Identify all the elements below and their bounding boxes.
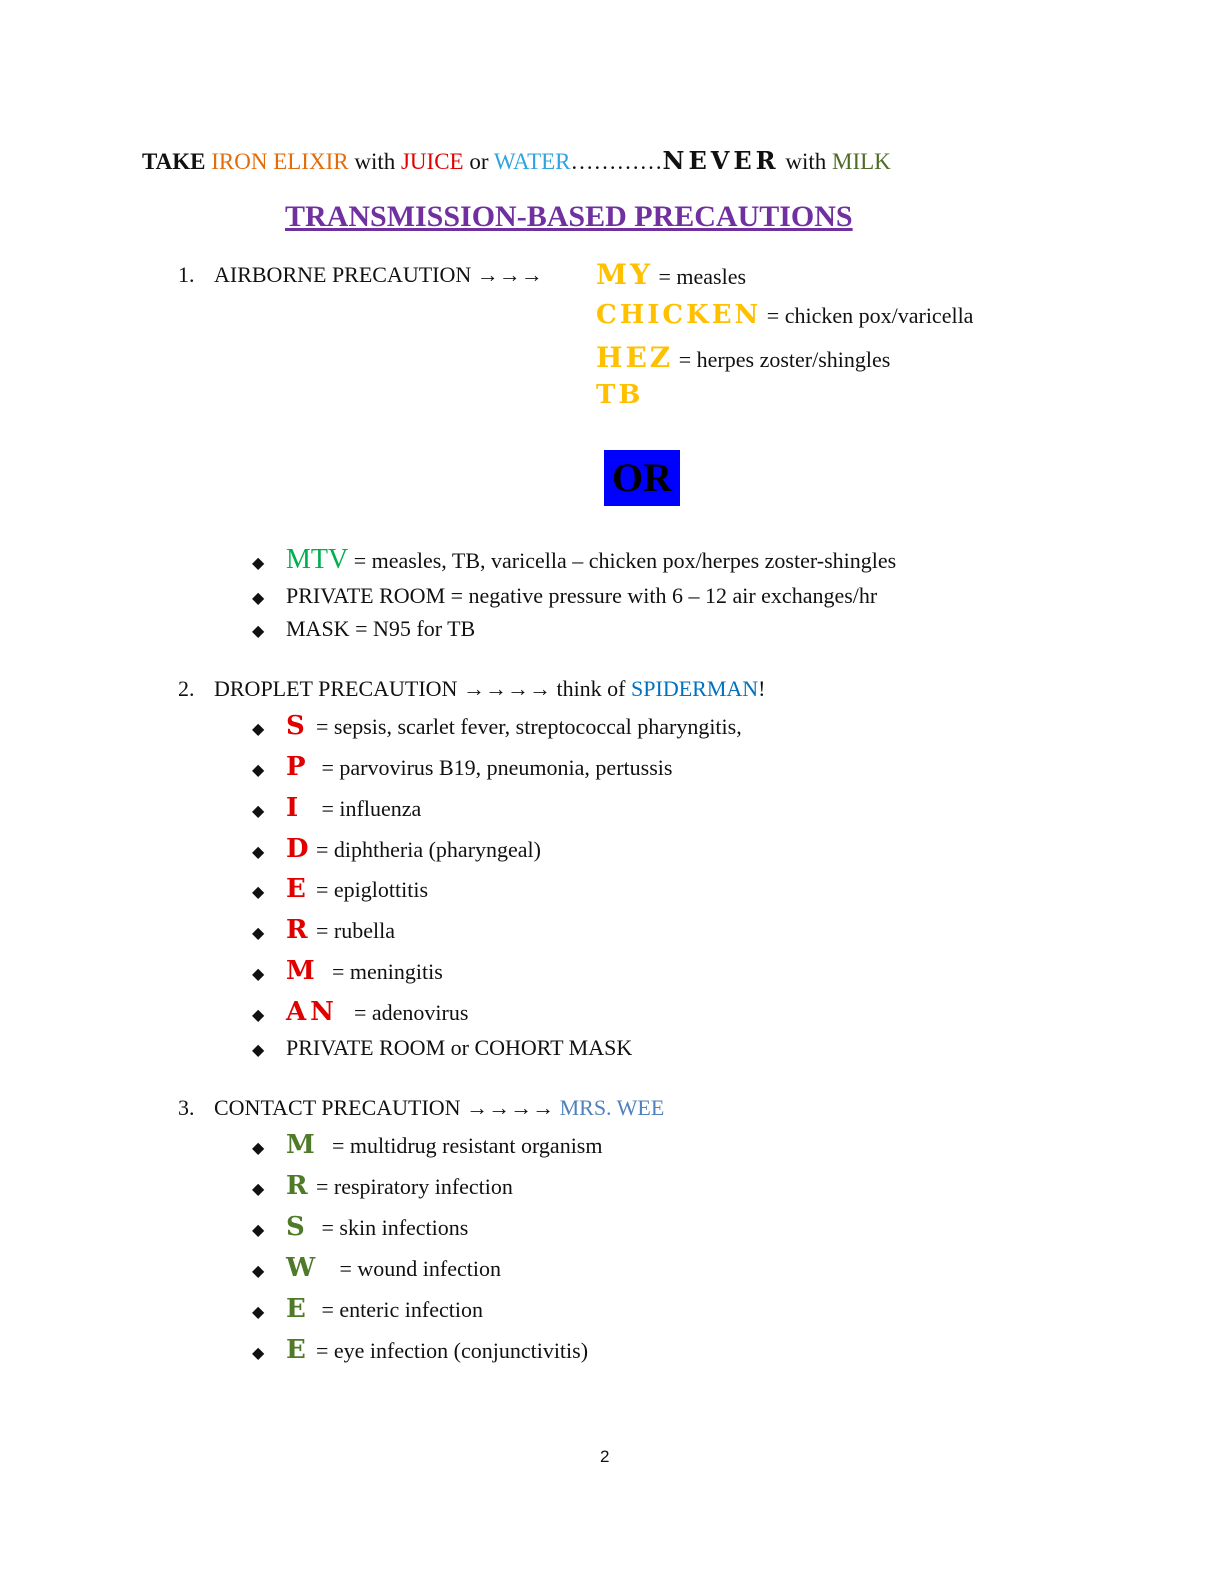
list-item (252, 1212, 468, 1242)
mnemonic-text: = chicken pox/varicella (766, 303, 974, 328)
mnemonic-letter: D (286, 834, 309, 864)
dots-text: ………… (570, 149, 663, 174)
mnemonic-text: = herpes zoster/shingles (678, 347, 891, 372)
list-item (252, 752, 672, 782)
exclaim-text: ! (758, 676, 766, 701)
bullet-text: PRIVATE ROOM or COHORT MASK (286, 1035, 633, 1060)
list-item (252, 711, 742, 741)
diamond-bullet-icon: ◆ (252, 925, 265, 942)
or-box (604, 450, 680, 506)
bullet-text: = sepsis, scarlet fever, streptococcal pharyngitis, (316, 714, 742, 739)
mnemonic-letter: E (286, 874, 306, 904)
list-item (252, 834, 541, 864)
mnemonic-letter: E (286, 1294, 306, 1324)
mnemonic-letter: W (286, 1253, 316, 1283)
bullet-text: = rubella (316, 918, 395, 943)
mnemonic-letter: AN (286, 997, 338, 1027)
bullet-text: = eye infection (conjunctivitis) (316, 1338, 589, 1363)
contact-number: 3. (178, 1095, 195, 1120)
list-item (252, 583, 877, 609)
mnemonic-letter: S (286, 711, 305, 741)
droplet-number: 2. (178, 676, 195, 701)
think-of-text: think of (556, 676, 626, 701)
mnemonic-letters: MY (596, 258, 653, 291)
milk-text: MILK (832, 149, 891, 174)
water-text: WATER (493, 149, 571, 174)
diamond-bullet-icon: ◆ (252, 803, 265, 820)
contact-title: CONTACT PRECAUTION (214, 1095, 461, 1120)
with-text-1: with (354, 149, 396, 174)
diamond-bullet-icon: ◆ (252, 590, 265, 607)
diamond-bullet-icon: ◆ (252, 1181, 265, 1198)
bullet-text: = multidrug resistant organism (332, 1133, 603, 1158)
list-item (252, 1171, 513, 1201)
bullet-text: = meningitis (332, 959, 443, 984)
mnemonic-letter: M (286, 1130, 315, 1160)
mrs-wee-text: MRS. WEE (559, 1095, 665, 1120)
diamond-bullet-icon: ◆ (252, 1007, 265, 1024)
diamond-bullet-icon: ◆ (252, 721, 265, 738)
airborne-mnemonic-chicken (596, 300, 973, 330)
top-line (142, 146, 891, 175)
mnemonic-letter: R (286, 915, 308, 945)
bullet-text: = skin infections (316, 1215, 469, 1240)
bullet-text: PRIVATE ROOM = negative pressure with 6 – 12 air exchanges/hr (286, 583, 878, 608)
droplet-arrows: →→→→ (462, 676, 551, 701)
diamond-bullet-icon: ◆ (252, 1140, 265, 1157)
diamond-bullet-icon: ◆ (252, 844, 265, 861)
mnemonic-letters: HEZ (596, 341, 674, 374)
list-item (252, 1035, 632, 1061)
diamond-bullet-icon: ◆ (252, 966, 265, 983)
mnemonic-letter: E (286, 1335, 306, 1365)
contact-heading (178, 1095, 664, 1121)
bullet-text: = enteric infection (316, 1297, 483, 1322)
droplet-heading (178, 676, 765, 702)
bullet-text: MASK = N95 for TB (286, 616, 476, 641)
contact-arrows: →→→→ (466, 1095, 555, 1120)
mnemonic-letter: P (286, 752, 306, 782)
take-text: TAKE (142, 149, 206, 174)
juice-text: JUICE (400, 149, 464, 174)
page-number: 2 (600, 1447, 610, 1466)
airborne-number: 1. (178, 262, 195, 287)
bullet-text: = adenovirus (354, 1000, 469, 1025)
airborne-mnemonic-tb (596, 380, 643, 410)
page-title: TRANSMISSION-BASED PRECAUTIONS (285, 200, 853, 233)
or-label: OR (612, 455, 672, 500)
list-item (252, 1335, 588, 1365)
diamond-bullet-icon: ◆ (252, 1345, 265, 1362)
mnemonic-letters: CHICKEN (596, 300, 762, 330)
mnemonic-letters: TB (596, 380, 644, 410)
airborne-heading (178, 262, 543, 288)
diamond-bullet-icon: ◆ (252, 762, 265, 779)
or-text: or (469, 149, 489, 174)
bullet-text: = diphtheria (pharyngeal) (316, 837, 541, 862)
airborne-arrows: →→→ (476, 262, 543, 287)
bullet-text: = wound infection (334, 1256, 501, 1281)
diamond-bullet-icon: ◆ (252, 623, 265, 640)
diamond-bullet-icon: ◆ (252, 555, 265, 572)
list-item (252, 874, 428, 904)
bullet-text: = measles, TB, varicella – chicken pox/herpes zoster-shingles (353, 548, 897, 573)
mnemonic-letter: I (286, 793, 299, 823)
bullet-text: = respiratory infection (316, 1174, 513, 1199)
never-text: NEVER (662, 146, 780, 175)
diamond-bullet-icon: ◆ (252, 1042, 265, 1059)
mnemonic-letter: R (286, 1171, 308, 1201)
list-item (252, 793, 421, 823)
spiderman-text: SPIDERMAN (631, 676, 759, 701)
diamond-bullet-icon: ◆ (252, 1263, 265, 1280)
list-item (252, 1130, 602, 1160)
mnemonic-letter: S (286, 1212, 305, 1242)
diamond-bullet-icon: ◆ (252, 1222, 265, 1239)
diamond-bullet-icon: ◆ (252, 1304, 265, 1321)
list-item (252, 1253, 501, 1283)
list-item (252, 997, 468, 1027)
list-item (252, 1294, 483, 1324)
airborne-mnemonic-my (596, 258, 746, 291)
bullet-text: = parvovirus B19, pneumonia, pertussis (316, 755, 673, 780)
list-item (252, 956, 443, 986)
bullet-text: = influenza (316, 796, 422, 821)
airborne-title: AIRBORNE PRECAUTION (214, 262, 472, 287)
with-text-2: with (785, 149, 827, 174)
diamond-bullet-icon: ◆ (252, 884, 265, 901)
iron-elixir-text: IRON ELIXIR (211, 149, 349, 174)
list-item (252, 544, 896, 576)
mnemonic-text: = measles (658, 264, 747, 289)
list-item (252, 915, 395, 945)
droplet-title: DROPLET PRECAUTION (214, 676, 458, 701)
bullet-text: = epiglottitis (316, 877, 429, 902)
mnemonic-letter: M (286, 956, 315, 986)
mtv-text: MTV (286, 544, 349, 575)
airborne-mnemonic-hez (596, 341, 890, 374)
list-item (252, 616, 475, 642)
